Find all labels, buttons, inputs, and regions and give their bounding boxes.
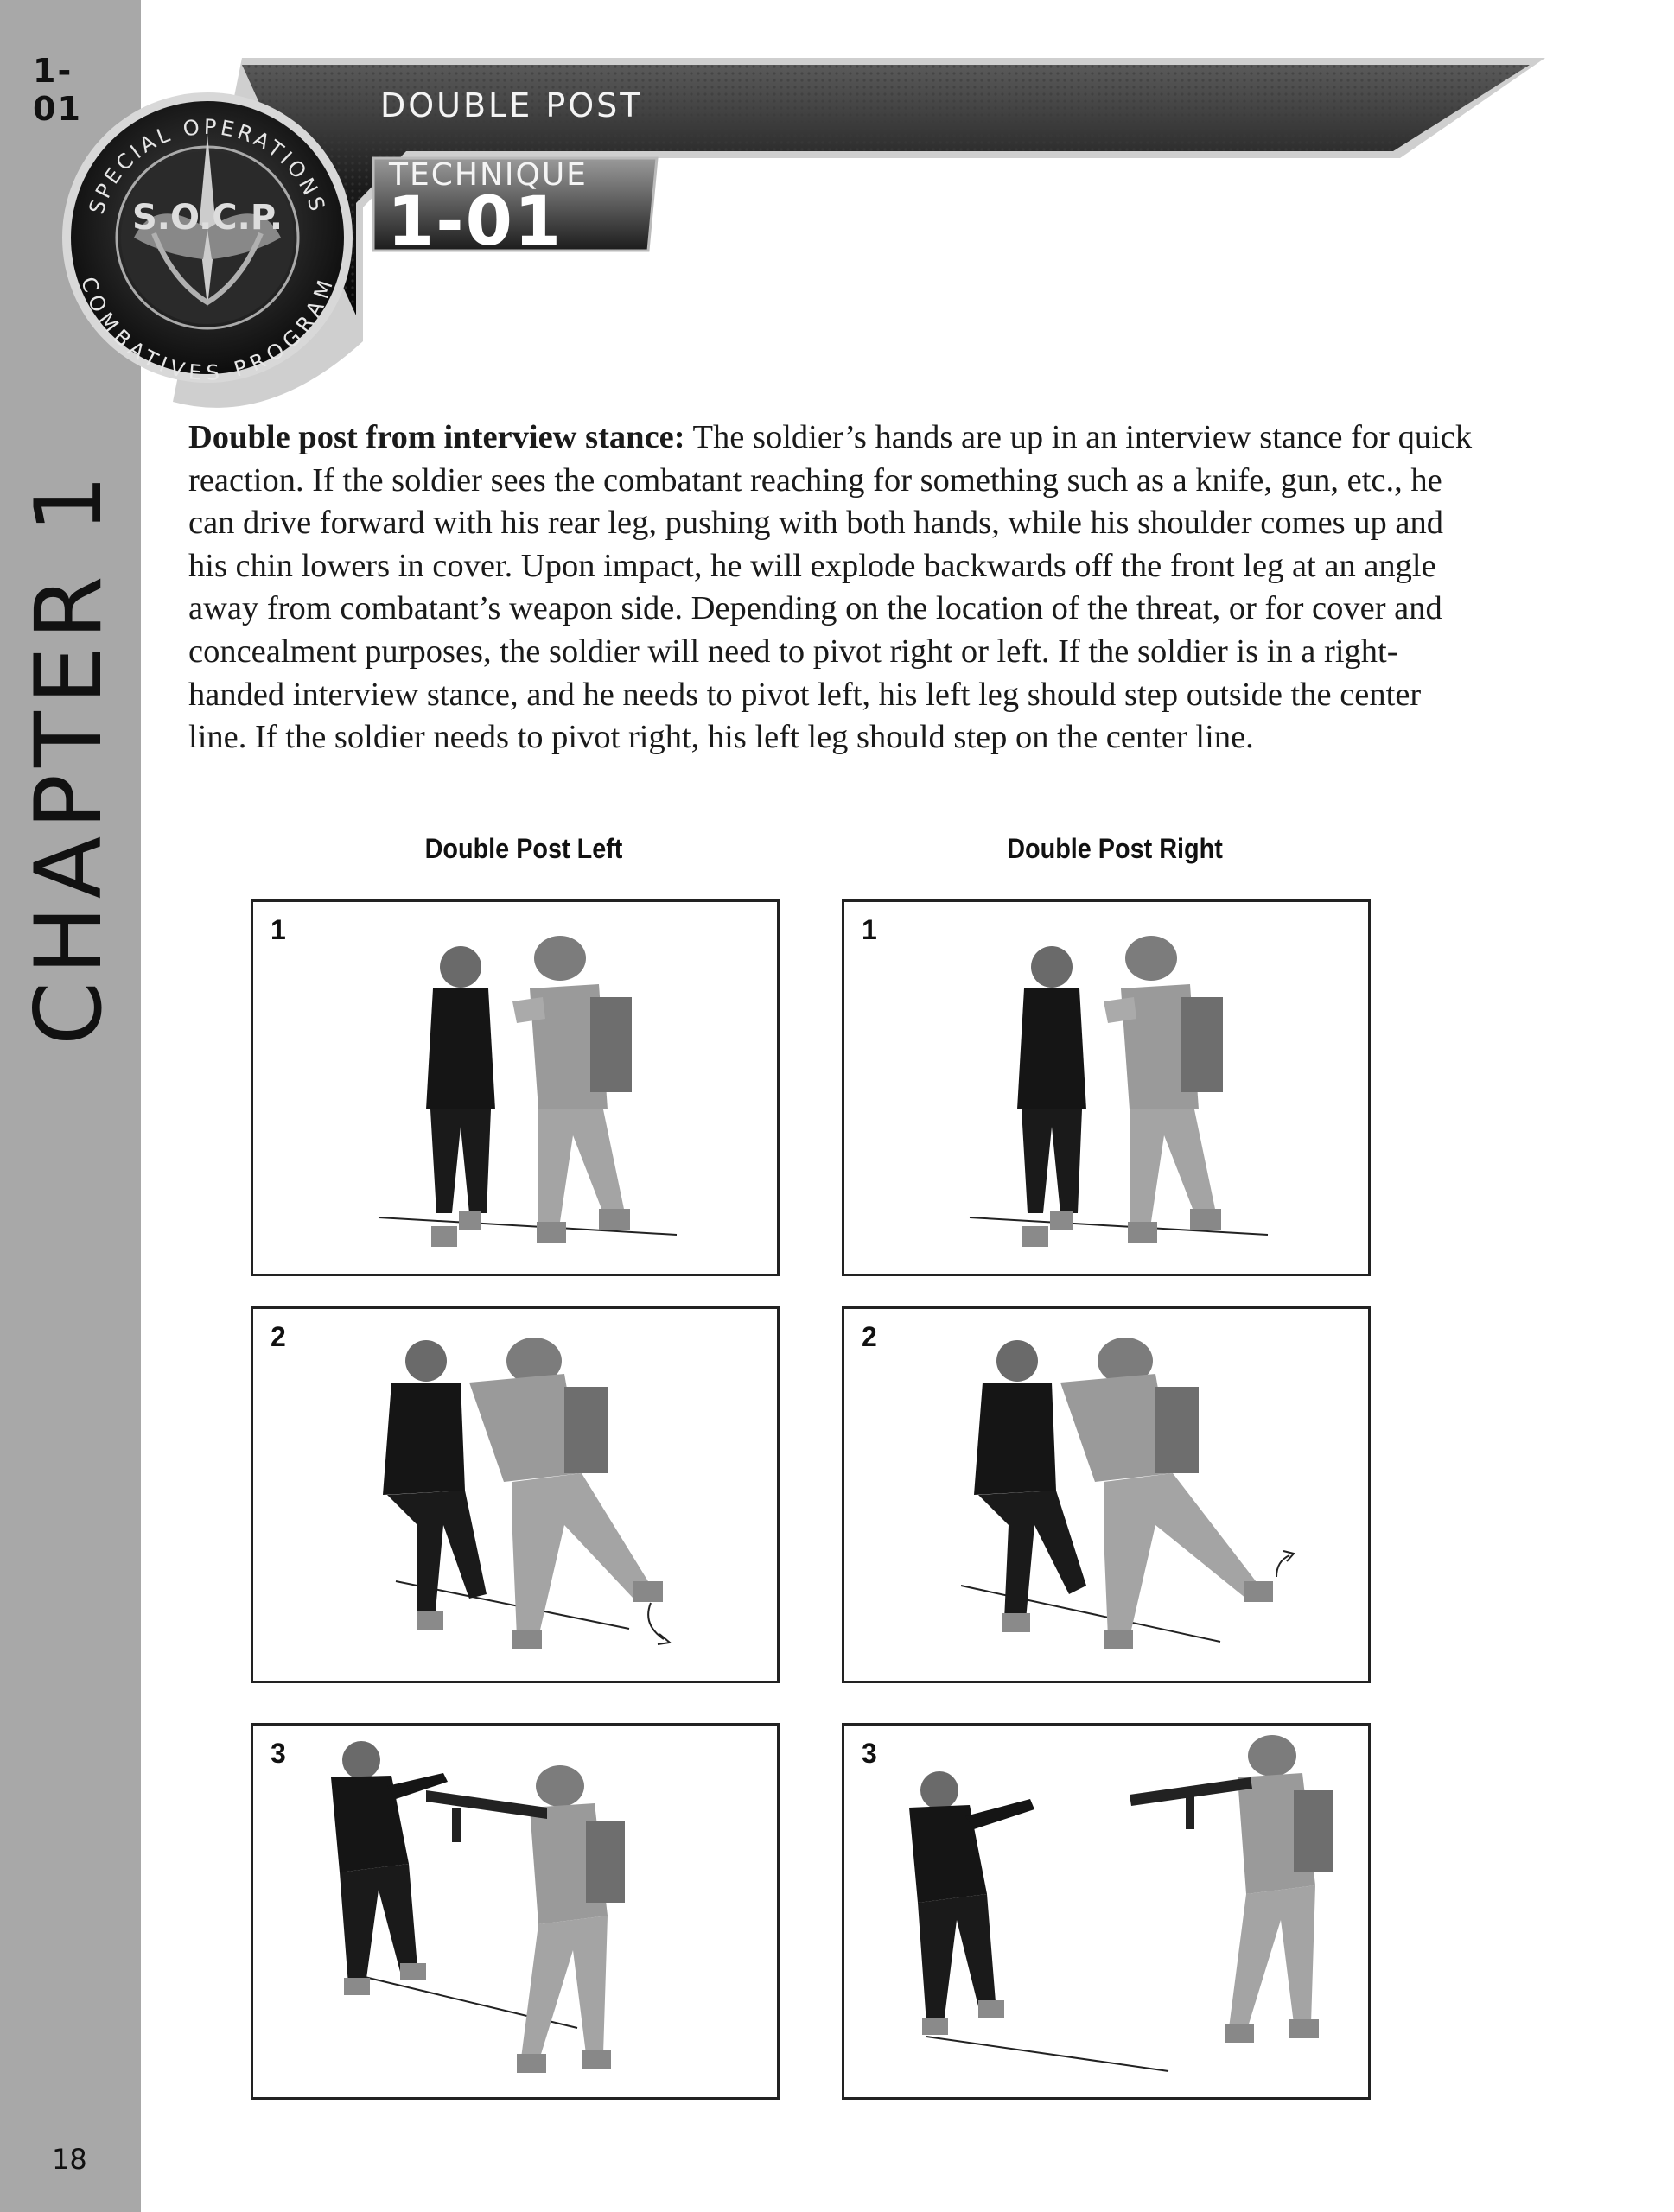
technique-title: DOUBLE POST xyxy=(380,86,643,124)
step-number: 2 xyxy=(271,1321,286,1352)
step-number: 3 xyxy=(862,1738,877,1769)
technique-label: TECHNIQUE xyxy=(389,157,588,193)
photo-right-step-3 xyxy=(842,1723,1371,2100)
left-column-heading: Double Post Left xyxy=(424,833,623,864)
logo-top-text: SPECIAL OPERATIONS xyxy=(84,114,331,218)
chapter-label: CHAPTER 1 xyxy=(16,467,122,1046)
description-lead: Double post from interview stance: xyxy=(188,419,685,455)
technique-code: 1-01 xyxy=(33,52,82,128)
step-number: 2 xyxy=(862,1321,877,1352)
photo-left-step-2 xyxy=(251,1306,780,1683)
photo-right-step-1 xyxy=(842,899,1371,1276)
page-number: 18 xyxy=(52,2143,87,2176)
logo-center-text: S.O.C.P. xyxy=(131,198,283,238)
svg-text:COMBATIVES PROGRAM xyxy=(76,274,339,385)
logo-text xyxy=(52,56,380,419)
technique-description xyxy=(188,416,1485,760)
step-number: 3 xyxy=(271,1738,286,1769)
logo-bottom-text: COMBATIVES PROGRAM xyxy=(76,274,339,385)
photo-right-step-2 xyxy=(842,1306,1371,1683)
photo-left-step-1 xyxy=(251,899,780,1276)
step-number: 1 xyxy=(271,914,286,945)
technique-number: 1-01 xyxy=(387,183,563,261)
description-text: The soldier’s hands are up in an interview stance for quick reaction. If the soldier sees the combatant reaching for something such as a knife, gun, etc., he can drive forward with his rear leg, pushing with both hands, while his shoulder comes up and his chin lowers in cover. Upon impact, he will explode backwards off the front leg at an angle away from combatant’s weapon side. Depending on the location of the threat, or for cover and concealment purposes, the soldier will need to pivot right or left. If the soldier is in a right-handed interview stance, and he needs to pivot left, his left leg should step outside the center line. If the soldier needs to pivot right, his left leg should step on the center line. xyxy=(188,419,1473,756)
step-number: 1 xyxy=(862,914,877,945)
photo-left-step-3 xyxy=(251,1723,780,2100)
right-column-heading: Double Post Right xyxy=(1007,833,1223,864)
